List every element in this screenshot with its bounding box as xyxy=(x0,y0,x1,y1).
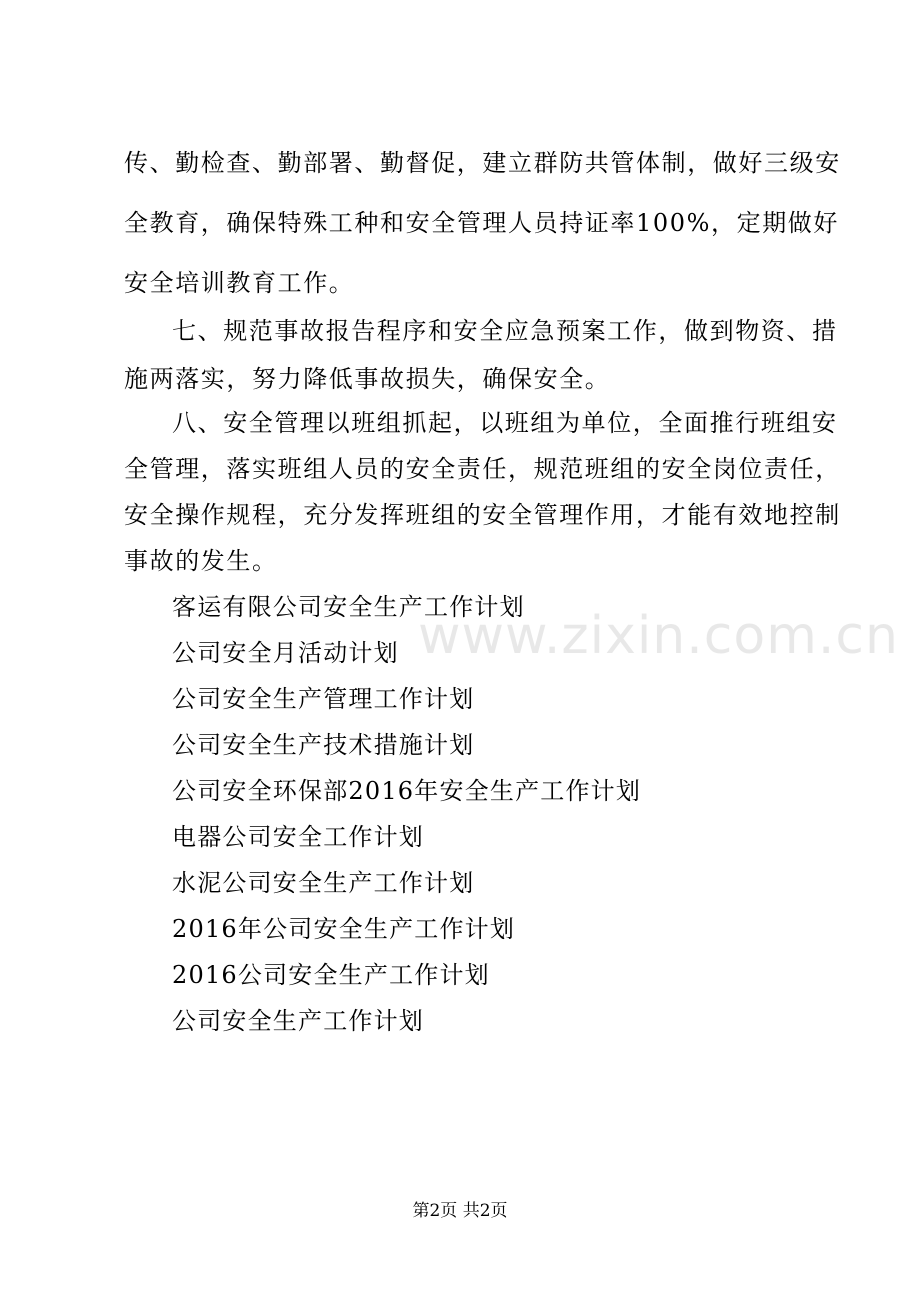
page-footer: 第2页 共2页 xyxy=(412,1201,508,1221)
related-link[interactable]: 水泥公司安全生产工作计划 xyxy=(172,869,475,897)
related-link[interactable]: 公司安全生产管理工作计划 xyxy=(172,685,475,713)
related-link[interactable]: 公司安全生产技术措施计划 xyxy=(172,731,475,759)
paragraph-3-line-2: 全管理，落实班组人员的安全责任，规范班组的安全岗位责任， xyxy=(124,455,841,483)
paragraph-3-line-4: 事故的发生。 xyxy=(124,547,278,575)
related-link[interactable]: 客运有限公司安全生产工作计划 xyxy=(172,593,525,621)
paragraph-2-line-1: 七、规范事故报告程序和安全应急预案工作，做到物资、措 xyxy=(172,317,838,345)
watermark: www.zixin.com.cn xyxy=(418,606,899,666)
related-link[interactable]: 2016年公司安全生产工作计划 xyxy=(172,915,516,943)
paragraph-2-line-2: 施两落实，努力降低事故损失，确保安全。 xyxy=(124,365,611,393)
related-link[interactable]: 公司安全环保部2016年安全生产工作计划 xyxy=(172,777,642,805)
related-link[interactable]: 公司安全生产工作计划 xyxy=(172,1007,424,1035)
paragraph-3-line-1: 八、安全管理以班组抓起，以班组为单位，全面推行班组安 xyxy=(172,409,838,437)
paragraph-1-line-1: 传、勤检查、勤部署、勤督促，建立群防共管体制，做好三级安 xyxy=(124,149,841,177)
paragraph-3-line-3: 安全操作规程，充分发挥班组的安全管理作用，才能有效地控制 xyxy=(124,501,841,529)
related-link[interactable]: 公司安全月活动计划 xyxy=(172,639,399,667)
paragraph-1-line-2: 全教育，确保特殊工种和安全管理人员持证率100%，定期做好 xyxy=(124,209,840,237)
paragraph-1-line-3: 安全培训教育工作。 xyxy=(124,269,355,297)
related-link[interactable]: 电器公司安全工作计划 xyxy=(172,823,424,851)
related-link[interactable]: 2016公司安全生产工作计划 xyxy=(172,961,490,989)
